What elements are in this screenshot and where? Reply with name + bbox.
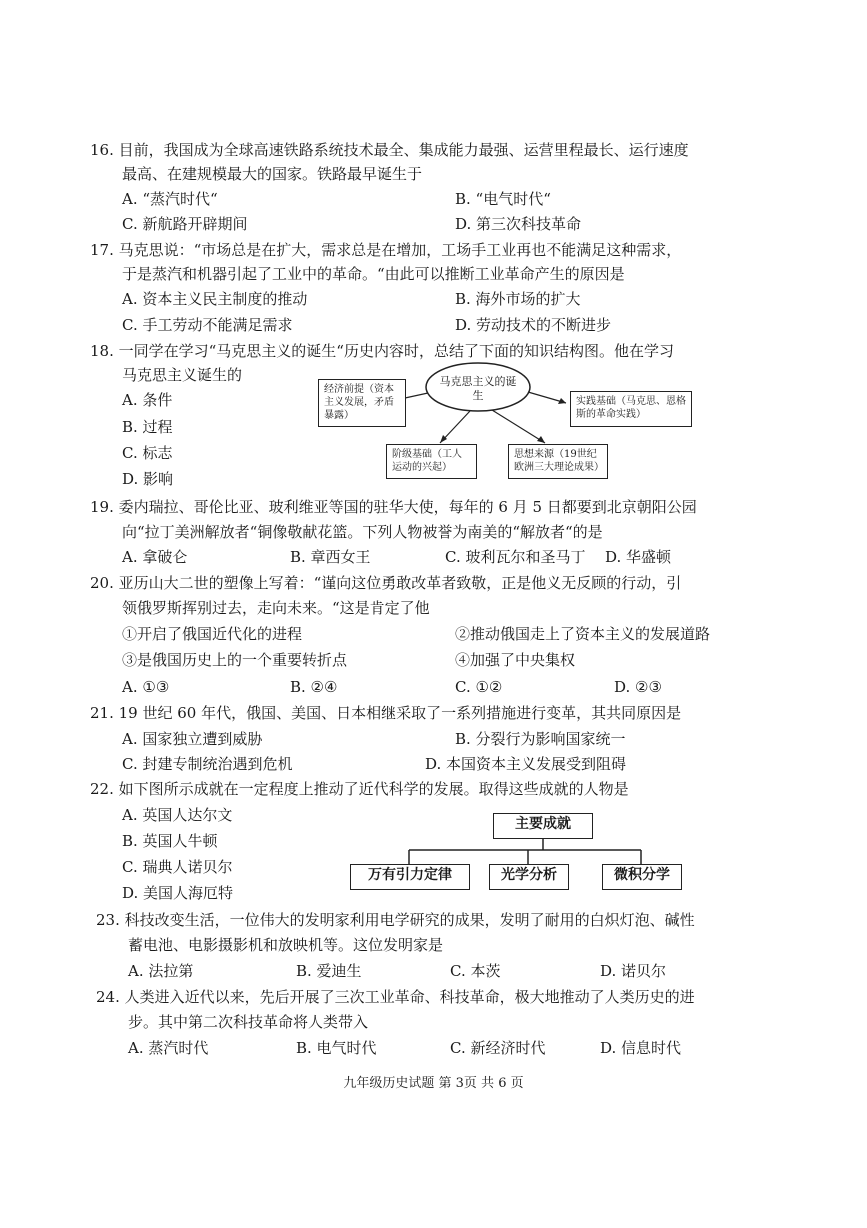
- q23-option-a: A. 法拉第: [128, 962, 194, 980]
- q17-stem-line2: 于是蒸汽和机器引起了工业中的革命。“由此可以推断工业革命产生的原因是: [122, 265, 625, 283]
- q24-stem-line2: 步。其中第二次科技革命将人类带入: [128, 1013, 369, 1031]
- q18-option-b: B. 过程: [122, 418, 173, 436]
- q21-option-a: A. 国家独立遭到威胁: [122, 730, 263, 748]
- q21-option-c: C. 封建专制统治遇到危机: [122, 755, 293, 773]
- q22-stem-line1: 22. 如下图所示成就在一定程度上推动了近代科学的发展。取得这些成就的人物是: [90, 780, 629, 798]
- q20-option-c: C. ①②: [455, 678, 503, 696]
- q21-stem-line1: 21. 19 世纪 60 年代，俄国、美国、日本相继采取了一系列措施进行变革，其共同原因是: [90, 704, 682, 722]
- q22-option-b: B. 英国人牛顿: [122, 832, 218, 850]
- q17-option-c: C. 手工劳动不能满足需求: [122, 316, 293, 334]
- q19-option-b: B. 章西女王: [290, 548, 371, 566]
- q16-option-b: B. “电气时代“: [455, 190, 551, 208]
- q18-diagram-practical-basis: 实践基础（马克思、恩格斯的革命实践）: [570, 391, 692, 427]
- q16-option-a: A. “蒸汽时代“: [122, 190, 218, 208]
- q23-stem-line2: 蓄电池、电影摄影机和放映机等。这位发明家是: [128, 936, 444, 954]
- q18-option-c: C. 标志: [122, 444, 173, 462]
- q24-option-b: B. 电气时代: [296, 1039, 377, 1057]
- q22-option-d: D. 美国人海厄特: [122, 884, 234, 902]
- q20-stem-line1: 20. 亚历山大二世的塑像上写着：“谨向这位勇敢改革者致敬，正是他义无反顾的行动，引: [90, 574, 682, 592]
- q18-option-a: A. 条件: [122, 391, 173, 409]
- q18-stem-line2: 马克思主义诞生的: [122, 366, 243, 384]
- q18-option-d: D. 影响: [122, 470, 174, 488]
- q18-stem-line1: 18. 一同学在学习“马克思主义的诞生“历史内容时，总结了下面的知识结构图。他在学习: [90, 342, 674, 360]
- q22-diagram-calculus: 微积分学: [602, 864, 682, 890]
- q21-option-d: D. 本国资本主义发展受到阻碍: [425, 755, 627, 773]
- q20-option-d: D. ②③: [614, 678, 662, 696]
- q24-option-c: C. 新经济时代: [450, 1039, 546, 1057]
- q20-statement-2: ②推动俄国走上了资本主义的发展道路: [455, 625, 711, 643]
- q18-diagram-center: 马克思主义的诞生: [439, 375, 517, 402]
- q18-diagram-ideological-source: 思想来源（19世纪欧洲三大理论成果）: [508, 444, 608, 479]
- q24-option-d: D. 信息时代: [600, 1039, 682, 1057]
- q23-option-d: D. 诺贝尔: [600, 962, 667, 980]
- q22-option-c: C. 瑞典人诺贝尔: [122, 858, 233, 876]
- q17-option-a: A. 资本主义民主制度的推动: [122, 290, 308, 308]
- q20-statement-4: ④加强了中央集权: [455, 651, 576, 669]
- q19-option-a: A. 拿破仑: [122, 548, 188, 566]
- q16-stem-line1: 16. 目前，我国成为全球高速铁路系统技术最全、集成能力最强、运营里程最长、运行速度: [90, 141, 689, 159]
- q20-statement-1: ①开启了俄国近代化的进程: [122, 625, 303, 643]
- q22-option-a: A. 英国人达尔文: [122, 806, 233, 824]
- q16-stem-line2: 最高、在建规模最大的国家。铁路最早诞生于: [122, 165, 423, 183]
- q19-stem-line1: 19. 委内瑞拉、哥伦比亚、玻利维亚等国的驻华大使，每年的 6 月 5 日都要到北京朝阳公园: [90, 498, 697, 516]
- q17-stem-line1: 17. 马克思说：“市场总是在扩大，需求总是在增加，工场手工业再也不能满足这种需求，: [90, 241, 682, 259]
- q20-option-a: A. ①③: [122, 678, 170, 696]
- q20-stem-line2: 领俄罗斯挥别过去，走向未来。“这是肯定了他: [122, 599, 430, 617]
- q22-diagram-gravitation: 万有引力定律: [350, 864, 470, 890]
- q16-option-d: D. 第三次科技革命: [455, 215, 582, 233]
- q18-diagram-class-basis: 阶级基础（工人运动的兴起）: [386, 444, 477, 479]
- q22-diagram-optics: 光学分析: [489, 864, 569, 890]
- q19-stem-line2: 向“拉丁美洲解放者“铜像敬献花篮。下列人物被誉为南美的“解放者“的是: [122, 523, 603, 541]
- q18-diagram-economic-premise: 经济前提（资本主义发展，矛盾暴露）: [318, 379, 406, 427]
- q21-option-b: B. 分裂行为影响国家统一: [455, 730, 626, 748]
- q20-statement-3: ③是俄国历史上的一个重要转折点: [122, 651, 348, 669]
- q22-diagram-main-achievements: 主要成就: [493, 813, 593, 839]
- q23-stem-line1: 23. 科技改变生活，一位伟大的发明家利用电学研究的成果，发明了耐用的白炽灯泡、碱性: [96, 911, 695, 929]
- q19-option-d: D. 华盛顿: [605, 548, 672, 566]
- q16-option-c: C. 新航路开辟期间: [122, 215, 248, 233]
- q23-option-c: C. 本茨: [450, 962, 501, 980]
- q17-option-b: B. 海外市场的扩大: [455, 290, 581, 308]
- q19-option-c: C. 玻利瓦尔和圣马丁: [445, 548, 586, 566]
- q24-option-a: A. 蒸汽时代: [128, 1039, 209, 1057]
- q24-stem-line1: 24. 人类进入近代以来，先后开展了三次工业革命、科技革命，极大地推动了人类历史的进: [96, 988, 695, 1006]
- q20-option-b: B. ②④: [290, 678, 338, 696]
- page-footer: 九年级历史试题 第 3页 共 6 页: [343, 1076, 524, 1091]
- q17-option-d: D. 劳动技术的不断进步: [455, 316, 612, 334]
- q23-option-b: B. 爱迪生: [296, 962, 362, 980]
